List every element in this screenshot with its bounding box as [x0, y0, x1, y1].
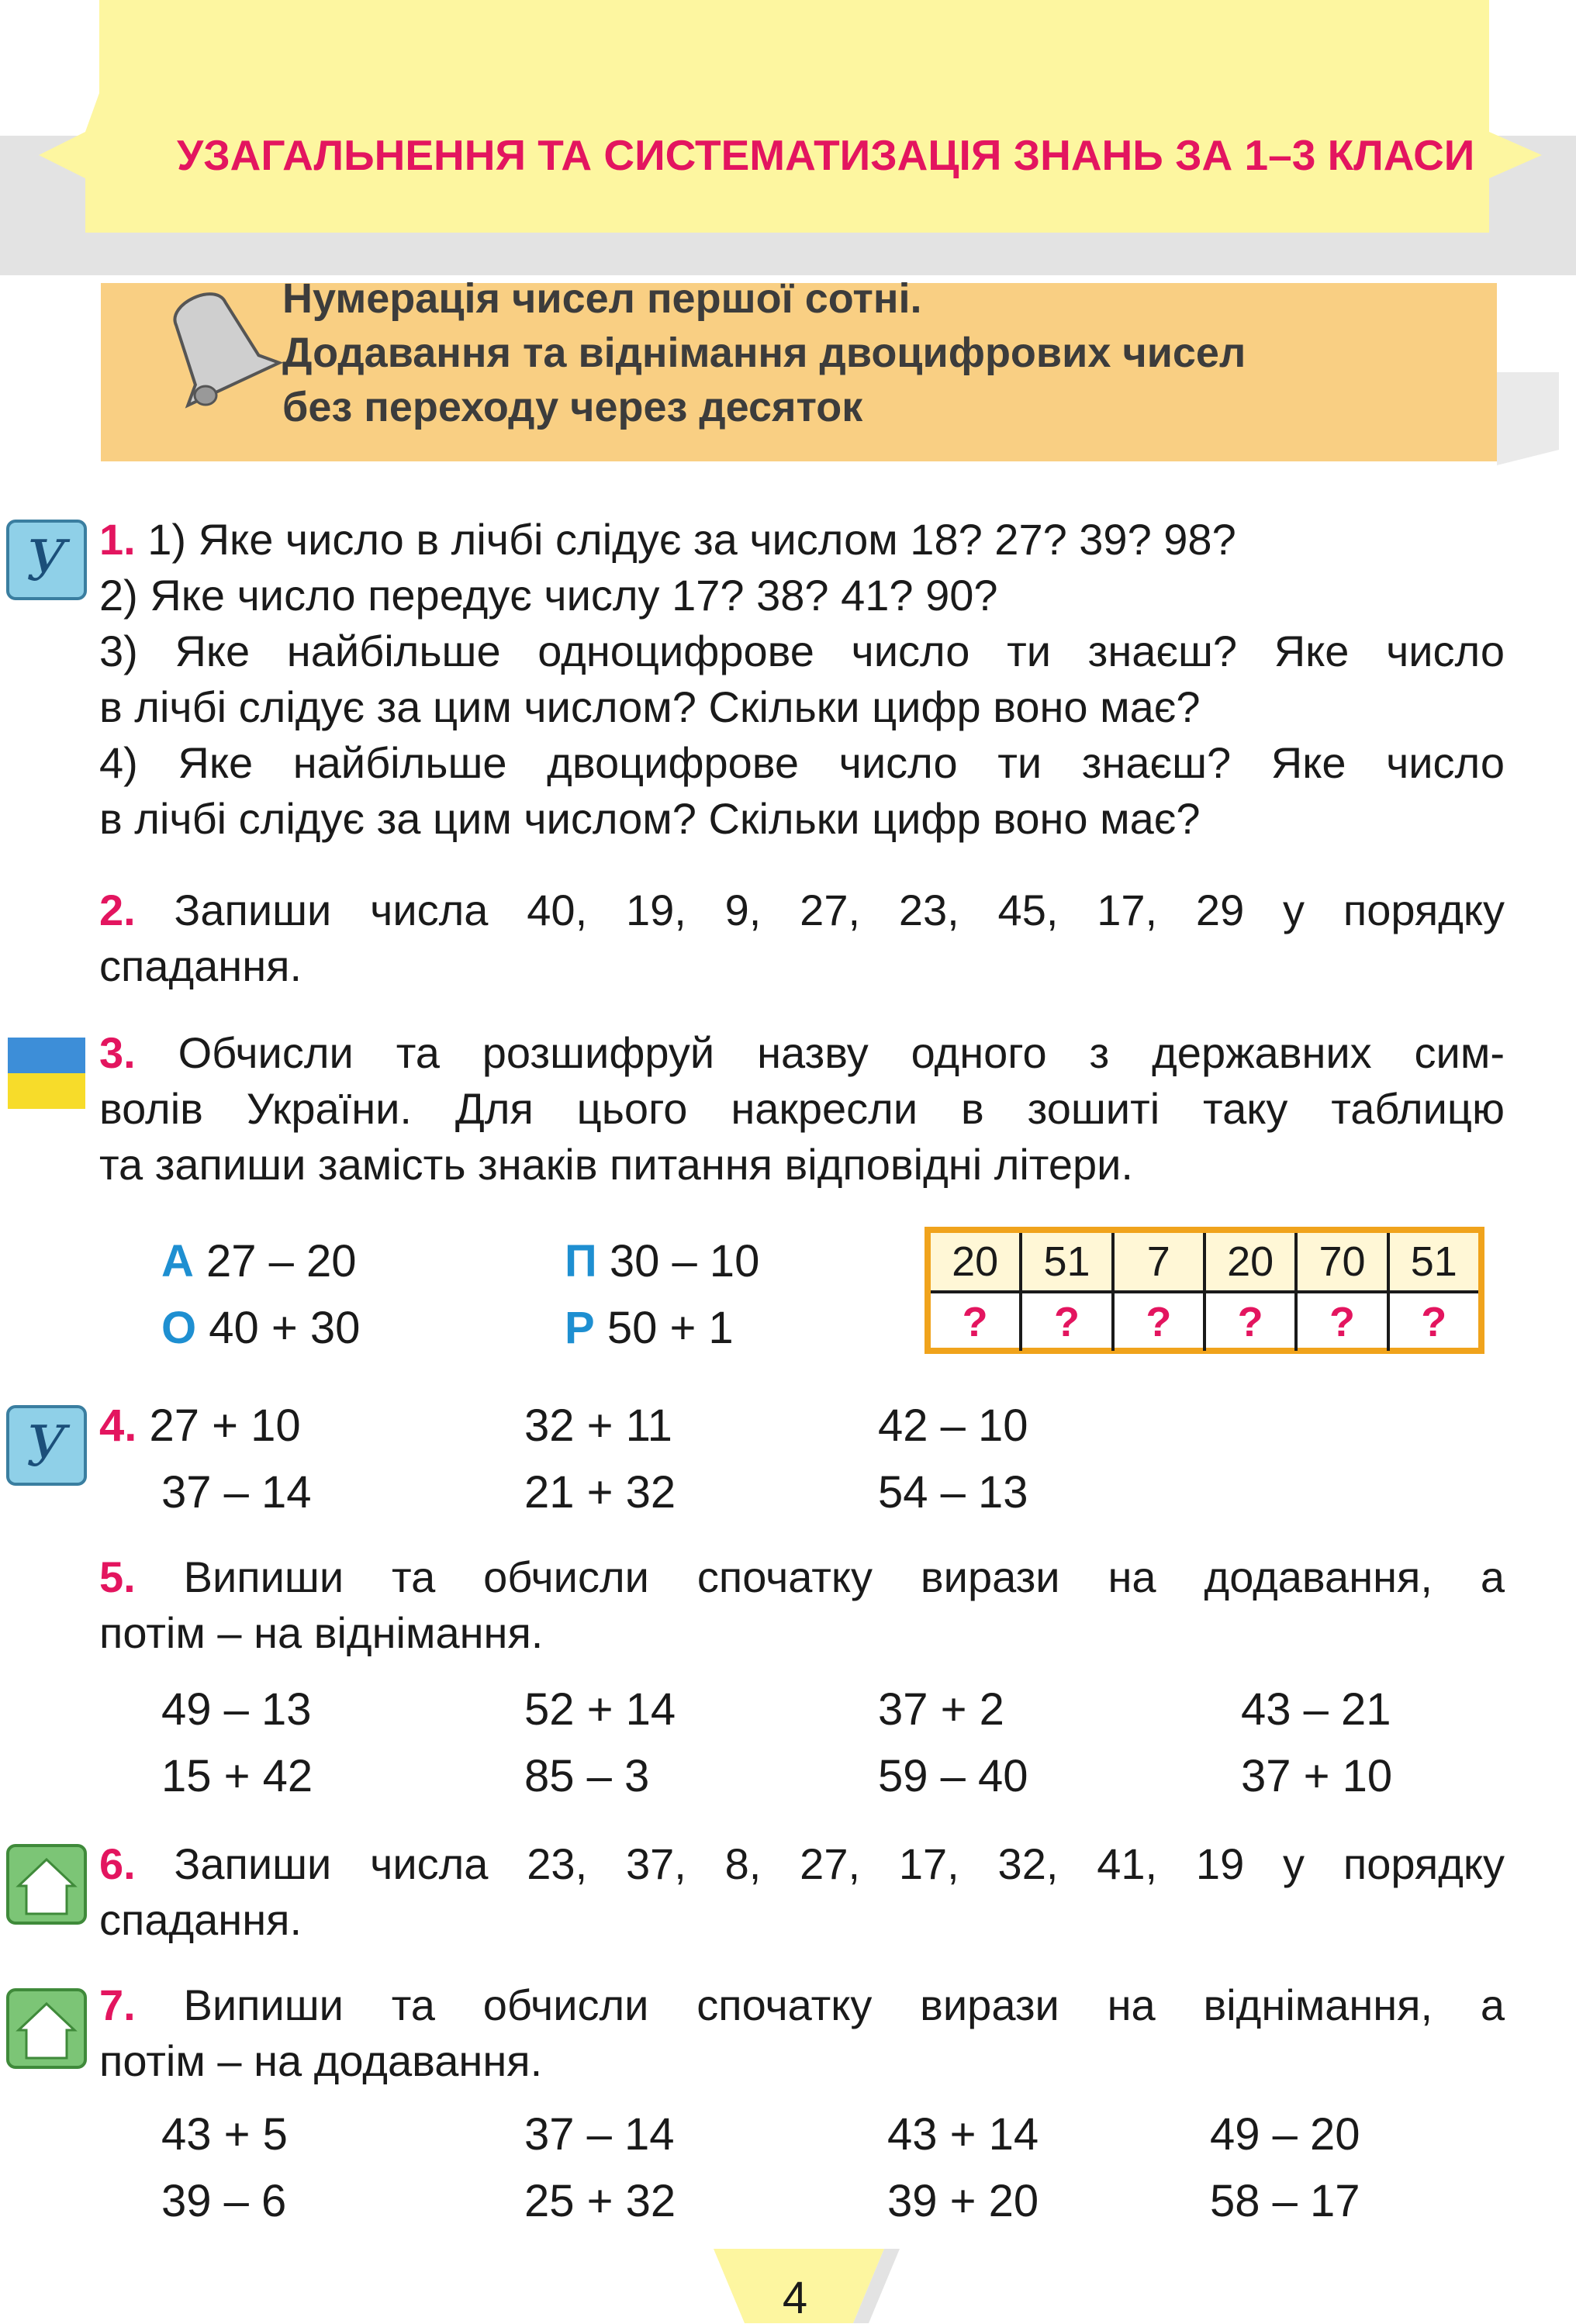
- code-entry: [161, 1295, 360, 1362]
- cipher-question-mark: ?: [931, 1293, 1022, 1351]
- task-text: Випиши та обчисли спочатку вирази на віднімання, а: [183, 1980, 1505, 2029]
- task-1: [99, 512, 1505, 847]
- subtitle-line: Додавання та віднімання двоцифрових чисел: [282, 330, 1246, 376]
- expression: 43 – 21: [1241, 1684, 1391, 1735]
- task-text: в лічбі слідує за цим числом? Скільки цифр воно має?: [99, 794, 1201, 843]
- expression: 58 – 17: [1210, 2176, 1360, 2226]
- cipher-question-mark: ?: [1421, 1299, 1447, 1345]
- expression: 43 + 5: [161, 2109, 288, 2160]
- task-text: потім – на віднімання.: [99, 1608, 544, 1657]
- subtitle-line: без переходу через десяток: [282, 384, 863, 430]
- task-text: Обчисли та розшифруй назву одного з державних сим-: [178, 1028, 1505, 1077]
- ukraine-flag-icon: [5, 1031, 88, 1115]
- expression: 43 + 14: [887, 2109, 1039, 2160]
- task-text: 1) Яке число в лічбі слідує за числом 18? 27? 39? 98?: [147, 515, 1236, 564]
- homework-house-icon: [5, 1842, 88, 1926]
- code-letter: Р: [565, 1303, 595, 1353]
- code-expression: 27 – 20: [206, 1236, 357, 1286]
- code-letter: А: [161, 1236, 194, 1286]
- task-text: та запиши замість знаків питання відповідні літери.: [99, 1140, 1133, 1189]
- cipher-number: 70: [1298, 1233, 1389, 1290]
- code-letter: О: [161, 1303, 197, 1353]
- code-expression: 40 + 30: [209, 1303, 361, 1353]
- expression: 37 – 14: [161, 1467, 312, 1518]
- task-text: Запиши числа 23, 37, 8, 27, 17, 32, 41, 19 у порядку: [174, 1839, 1505, 1888]
- svg-text:У: У: [26, 528, 67, 593]
- homework-house-icon: [5, 1987, 88, 2070]
- expression: 37 + 2: [878, 1684, 1004, 1735]
- oral-task-icon: [5, 518, 88, 602]
- task-number: 3.: [99, 1028, 136, 1077]
- subtitle-line: Нумерація чисел першої сотні.: [282, 275, 922, 322]
- subtitle-banner-shadow: [1497, 372, 1559, 465]
- task-text: 3) Яке найбільше одноцифрове число ти знаєш? Яке число: [99, 627, 1505, 675]
- task-text: спадання.: [99, 1895, 302, 1944]
- expression: 15 + 42: [161, 1751, 313, 1801]
- task-3: [99, 1025, 1505, 1193]
- task-text: 4) Яке найбільше двоцифрове число ти знаєш? Яке число: [99, 738, 1505, 787]
- title-banner: [39, 0, 1542, 233]
- topic-subtitle: [282, 271, 1492, 434]
- task-text: спадання.: [99, 941, 302, 990]
- cipher-question-mark: ?: [1298, 1293, 1389, 1351]
- code-entry: [565, 1295, 734, 1362]
- expression: 27 + 10: [149, 1400, 301, 1451]
- cipher-answers-row: [931, 1293, 1478, 1351]
- expression: 39 + 20: [887, 2176, 1039, 2226]
- task-4: [99, 1393, 301, 1459]
- task-2: [99, 882, 1505, 994]
- expression: 49 – 20: [1210, 2109, 1360, 2160]
- cipher-number: 51: [1022, 1233, 1114, 1290]
- task-number: 6.: [99, 1839, 136, 1888]
- code-expression: 50 + 1: [607, 1303, 734, 1353]
- task-7: [99, 1977, 1505, 2089]
- expression: 39 – 6: [161, 2176, 287, 2226]
- task-5: [99, 1549, 1505, 1661]
- cipher-number: 51: [1410, 1238, 1457, 1285]
- task-number: 1.: [99, 515, 136, 564]
- code-entry: [161, 1228, 357, 1295]
- expression: 54 – 13: [878, 1467, 1028, 1518]
- expression: 59 – 40: [878, 1751, 1028, 1801]
- code-entry: [565, 1228, 759, 1295]
- cipher-number: 7: [1115, 1233, 1206, 1290]
- svg-text:У: У: [26, 1414, 67, 1479]
- oral-task-icon: [5, 1404, 88, 1487]
- task-text: 2) Яке число передує числу 17? 38? 41? 90?: [99, 571, 998, 620]
- task-6: [99, 1836, 1505, 1948]
- cipher-number: 20: [931, 1233, 1022, 1290]
- task-text: Випиши та обчисли спочатку вирази на додавання, а: [183, 1552, 1505, 1601]
- code-expression: 30 – 10: [609, 1236, 760, 1286]
- cipher-numbers-row: [931, 1233, 1478, 1293]
- cipher-table: [925, 1227, 1484, 1354]
- task-number: 4.: [99, 1400, 137, 1451]
- task-number: 2.: [99, 886, 136, 934]
- task-number: 5.: [99, 1552, 136, 1601]
- expression: 85 – 3: [524, 1751, 650, 1801]
- cipher-question-mark: ?: [1022, 1293, 1114, 1351]
- task-text: потім – на додавання.: [99, 2036, 543, 2085]
- expression: 21 + 32: [524, 1467, 676, 1518]
- section-title: УЗАГАЛЬНЕННЯ ТА СИСТЕМАТИЗАЦІЯ ЗНАНЬ ЗА 1–3 КЛАСИ: [177, 131, 1475, 179]
- cipher-question-mark: ?: [1206, 1293, 1298, 1351]
- expression: 52 + 14: [524, 1684, 676, 1735]
- task-text: в лічбі слідує за цим числом? Скільки цифр воно має?: [99, 682, 1201, 731]
- expression: 25 + 32: [524, 2176, 676, 2226]
- expression: 37 – 14: [524, 2109, 675, 2160]
- expression: 42 – 10: [878, 1400, 1028, 1451]
- expression: 37 + 10: [1241, 1751, 1393, 1801]
- expression: 49 – 13: [161, 1684, 312, 1735]
- task-number: 7.: [99, 1980, 136, 2029]
- code-letter: П: [565, 1236, 597, 1286]
- task-text: Запиши числа 40, 19, 9, 27, 23, 45, 17, 29 у порядку: [174, 886, 1505, 934]
- cipher-number: 20: [1206, 1233, 1298, 1290]
- task-text: волів України. Для цього накресли в зошиті таку таблицю: [99, 1084, 1505, 1133]
- page-number: 4: [782, 2273, 808, 2323]
- expression: 32 + 11: [524, 1400, 672, 1451]
- cipher-question-mark: ?: [1115, 1293, 1206, 1351]
